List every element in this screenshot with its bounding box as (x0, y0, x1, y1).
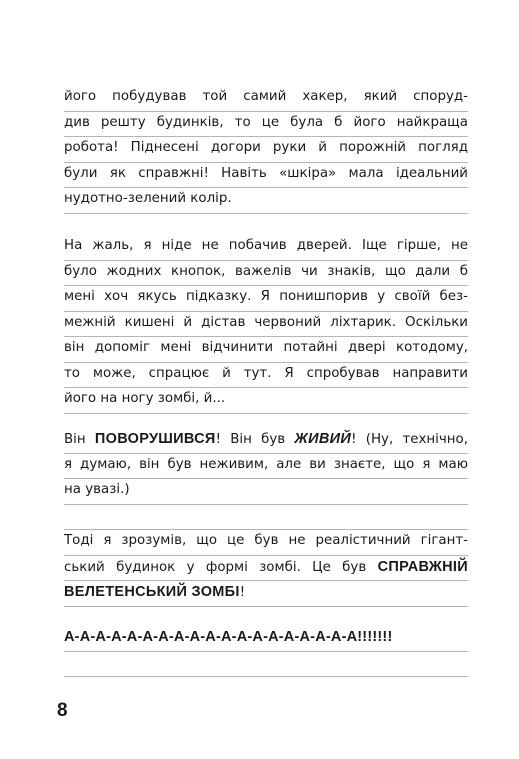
text-span: Він (64, 432, 95, 447)
text-span: ! (Ну, технічно, (351, 432, 468, 447)
paragraph-scream (64, 626, 468, 677)
emphasis-alive: ЖИВИЙ (294, 431, 352, 447)
paragraph-giant-zombie (64, 530, 468, 607)
text-line: були як справжні! Навіть «шкіра» мала ідеальний (64, 163, 468, 189)
paragraph-flashlight (64, 235, 468, 414)
text-line (64, 581, 468, 607)
page-number: 8 (57, 700, 68, 721)
text-line: на увазі.) (64, 479, 468, 505)
paragraph-zombie-description (64, 86, 468, 214)
text-line: то може, спрацює й тут. Я спробував направити (64, 363, 468, 389)
text-line: його побудував той самий хакер, який споруд- (64, 86, 468, 112)
text-line: мені хоч якусь підказку. Я понишпорив у своїй без- (64, 286, 468, 312)
emphasis-real: СПРАВЖНІЙ (377, 558, 468, 575)
text-span: ! (239, 585, 246, 600)
text-span: ський будинок у формі зомбі. Це був (64, 559, 378, 575)
text-line: він допоміг мені відчинити потайні двері котодому, (64, 337, 468, 363)
text-line: робота! Піднесені догори руки й порожній погляд (64, 137, 468, 163)
text-line: було жодних кнопок, важелів чи знаків, що дали б (64, 261, 468, 287)
paragraph-it-moved (64, 428, 468, 530)
text-line: див решту будинків, то це була б його найкраща (64, 112, 468, 138)
blank-line (64, 505, 468, 531)
text-line: межній кишені й дістав червоний ліхтарик. Оскільки (64, 312, 468, 338)
blank-line (64, 652, 468, 678)
scream-line: А-А-А-А-А-А-А-А-А-А-А-А-А-А-А-А-А-А-А!!!!!!! (64, 626, 468, 652)
text-span: ! Він був (215, 432, 295, 447)
emphasis-giant-zombie: ВЕЛЕТЕНСЬКИЙ ЗОМБІ (64, 584, 240, 600)
text-line (64, 428, 468, 454)
text-line: На жаль, я ніде не побачив дверей. Іще гірше, не (64, 235, 468, 261)
text-line (64, 556, 468, 582)
text-line: я думаю, він був неживим, але ви знаєте, що я маю (64, 454, 468, 480)
text-line: нудотно-зелений колір. (64, 188, 468, 214)
text-line: Тоді я зрозумів, що це був не реалістичний гігант- (64, 530, 468, 556)
emphasis-moved: ПОВОРУШИВСЯ (94, 431, 216, 447)
text-line: його на ногу зомбі, й... (64, 388, 468, 414)
